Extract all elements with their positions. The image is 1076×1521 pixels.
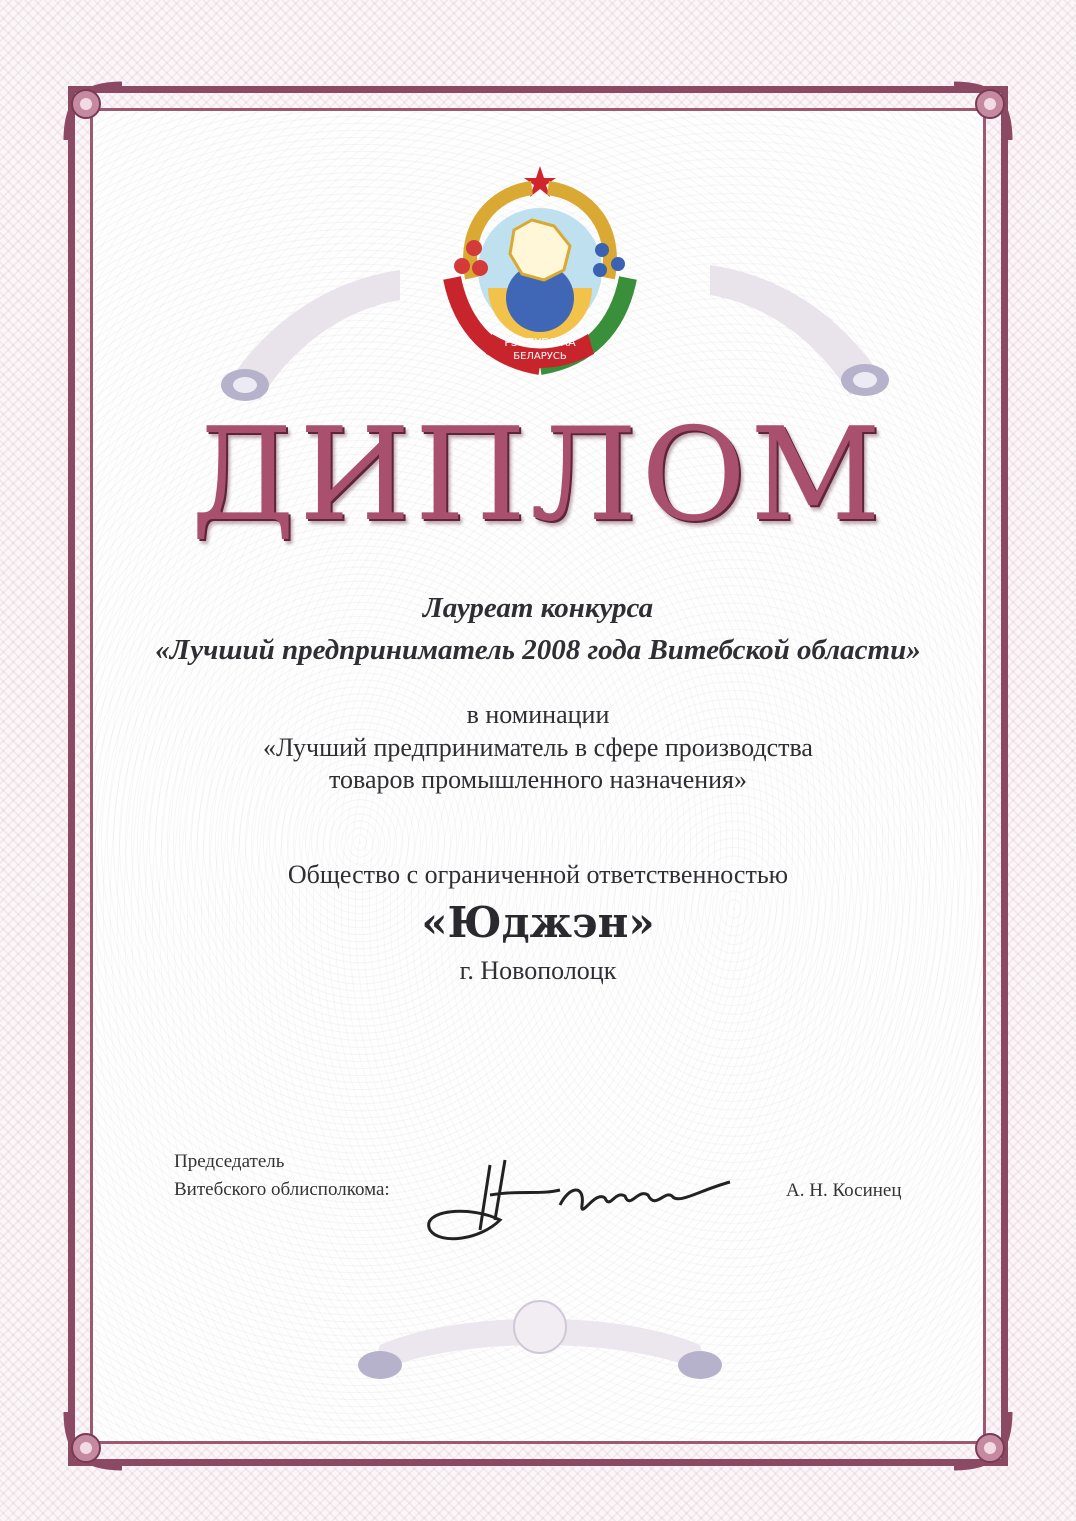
corner-ornament-icon [62, 1408, 126, 1472]
organization-type: Общество с ограниченной ответственностью [287, 860, 789, 889]
signatory-position-line-1: Председатель [174, 1151, 285, 1172]
nomination-line-1: «Лучший предприниматель в сфере производства [263, 733, 813, 762]
scroll-ribbon-icon [700, 255, 900, 405]
corner-ornament-icon [950, 80, 1014, 144]
nomination-label: в номинации [466, 700, 610, 729]
belarus-emblem-icon [432, 158, 648, 382]
scroll-ribbon-icon [350, 1285, 730, 1395]
organization-name: «Юджэн» [421, 898, 655, 947]
signature-icon [410, 1150, 740, 1260]
laureate-text: Лауреат конкурса [422, 592, 654, 624]
nomination-line-2: товаров промышленного назначения» [328, 765, 748, 794]
organization-city: г. Новополоцк [459, 956, 617, 985]
contest-name: «Лучший предприниматель 2008 года Витебской области» [155, 634, 921, 666]
signatory-name: А. Н. Косинец [786, 1180, 902, 1201]
scroll-ribbon-icon [210, 260, 410, 410]
corner-ornament-icon [950, 1408, 1014, 1472]
diploma-title: ДИПЛОМ [190, 401, 886, 550]
signatory-position [174, 1148, 390, 1204]
corner-ornament-icon [62, 80, 126, 144]
emblem-ribbon-text: БЕЛАРУСЬ [513, 351, 567, 362]
signatory-position-line-2: Витебского облисполкома: [174, 1179, 390, 1200]
emblem-ribbon-text: РЭСПУБЛІКА [504, 336, 576, 349]
